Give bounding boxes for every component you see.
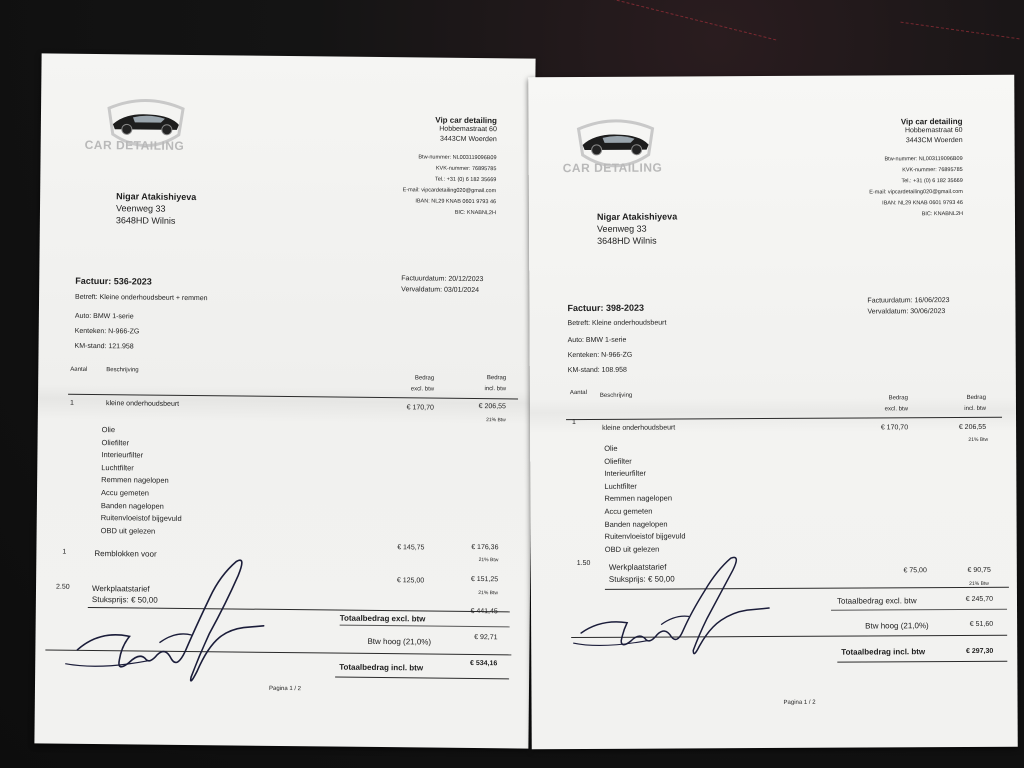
invoice-subject: Betreft: Kleine onderhoudsbeurt (567, 319, 667, 328)
line2-vat: 21% Btw (969, 580, 989, 587)
handwritten-signature (571, 552, 782, 663)
service-items (604, 442, 685, 556)
vehicle-auto: Auto: BMW 1-serie (567, 336, 627, 345)
col-excl-2: excl. btw (884, 406, 909, 413)
line2-incl: € 90,75 (967, 566, 991, 574)
company-block (402, 115, 497, 219)
list-item: OBD uit gelezen (100, 525, 156, 536)
customer-name: Nigar Atakishiyeva (116, 191, 197, 203)
line2-incl: € 176,36 (471, 543, 499, 552)
total-excl-label: Totaalbedrag excl. btw (339, 613, 426, 624)
line1-desc: kleine onderhoudsbeurt (105, 400, 180, 408)
totals-rule-2 (340, 625, 510, 628)
service-items (101, 424, 183, 538)
list-item: Olie (101, 425, 116, 435)
line1-incl: € 206,55 (958, 423, 987, 432)
company-kvk: KVK-nummer: 76895785 (902, 167, 963, 174)
line2-desc: Remblokken voor (94, 549, 157, 559)
col-incl-2: incl. btw (964, 405, 987, 412)
list-item: Interieurfilter (101, 450, 144, 460)
logo-text: CAR DETAILING (84, 137, 185, 153)
col-excl-1: Bedrag (414, 375, 435, 382)
total-btw-value: € 51,60 (969, 620, 994, 628)
total-excl-value: € 441,45 (470, 607, 498, 616)
line2-vat: 21% Btw (478, 557, 499, 564)
total-incl-label: Totaalbedrag incl. btw (841, 647, 926, 657)
list-item: Oliefilter (101, 437, 130, 447)
list-item: Oliefilter (604, 456, 632, 466)
vehicle-kenteken: Kenteken: N-966-ZG (567, 351, 633, 360)
list-item: Olie (604, 443, 618, 453)
page-number: Pagina 1 / 2 (268, 685, 302, 693)
line1-incl: € 206,55 (478, 403, 506, 411)
company-street: Hobbemastraat 60 (439, 125, 497, 134)
list-item: Banden nagelopen (604, 519, 668, 529)
vehicle-km: KM-stand: 108.958 (567, 366, 627, 375)
company-city: 3443CM Woerden (440, 135, 497, 144)
company-street: Hobbemastraat 60 (904, 127, 963, 135)
company-city: 3443CM Woerden (905, 137, 963, 145)
line1-qty: 1 (572, 419, 576, 427)
line2-desc: Werkplaatstarief (608, 562, 667, 572)
list-item: Ruitenvloeistof bijgevuld (100, 513, 182, 524)
list-item: Accu gemeten (100, 488, 150, 498)
customer-street: Veenweg 33 (115, 203, 166, 214)
list-item: Ruitenvloeistof bijgevuld (604, 531, 686, 542)
col-aantal: Aantal (70, 366, 88, 373)
list-item: OBD uit gelezen (604, 544, 660, 554)
customer-city: 3648HD Wilnis (115, 215, 176, 226)
line2-excl: € 145,75 (397, 544, 425, 552)
line2-unit: Stuksprijs: € 50,00 (608, 574, 675, 584)
list-item: Remmen nagelopen (101, 475, 169, 486)
list-item: Banden nagelopen (100, 500, 164, 511)
line3-excl: € 125,00 (396, 577, 425, 585)
line1-vat: 21% Btw (968, 436, 989, 443)
customer-address (597, 210, 677, 246)
total-btw-label: Btw hoog (21,0%) (367, 636, 432, 647)
list-item: Interieurfilter (604, 468, 647, 479)
invoice-subject: Betreft: Kleine onderhoudsbeurt + remmen (75, 293, 208, 303)
total-btw-value: € 92,71 (474, 633, 498, 642)
company-btw: Btw-nummer: NL003119096B09 (884, 156, 963, 163)
list-item: Luchtfilter (604, 481, 637, 491)
company-iban: IBAN: NL29 KNAB 0601 9793 46 (415, 198, 497, 206)
col-excl-1: Bedrag (888, 395, 908, 402)
company-tel: Tel.: +31 (0) 6 182 35669 (901, 178, 963, 185)
company-name: Vip car detailing (900, 117, 963, 127)
total-excl-value: € 245,70 (965, 595, 994, 603)
line1-qty: 1 (69, 399, 74, 407)
col-incl-1: Bedrag (486, 375, 507, 382)
vehicle-kenteken: Kenteken: N-966-ZG (74, 327, 140, 336)
totals-rule-2 (831, 609, 1007, 611)
invoice-date: Factuurdatum: 20/12/2023 (401, 275, 484, 284)
line2-qty: 1 (62, 548, 67, 556)
col-beschrijving: Beschrijving (106, 367, 139, 374)
car-detailing-logo (90, 94, 201, 165)
vehicle-km: KM-stand: 121.958 (74, 342, 134, 351)
line1-vat: 21% Btw (486, 417, 506, 424)
company-bic: BIC: KNABNL2H (921, 211, 963, 218)
totals-rule-4 (837, 661, 1007, 663)
page-number: Pagina 1 / 2 (783, 699, 816, 706)
invoice-date: Factuurdatum: 16/06/2023 (867, 297, 950, 305)
invoice-number: Factuur: 536-2023 (75, 275, 152, 287)
customer-city: 3648HD Wilnis (597, 235, 657, 246)
total-incl-value: € 297,30 (965, 647, 994, 655)
invoice-due: Vervaldatum: 30/06/2023 (867, 308, 946, 316)
col-excl-2: excl. btw (410, 386, 435, 393)
total-btw-label: Btw hoog (21,0%) (865, 621, 929, 631)
col-incl-1: Bedrag (966, 394, 986, 401)
total-incl-value: € 534,16 (469, 659, 498, 668)
vehicle-auto: Auto: BMW 1-serie (74, 312, 134, 321)
list-item: Remmen nagelopen (604, 493, 673, 504)
line1-desc: kleine onderhoudsbeurt (602, 424, 676, 432)
invoice-due: Vervaldatum: 03/01/2024 (401, 286, 480, 295)
line3-unit: Stuksprijs: € 50,00 (91, 594, 158, 605)
line1-excl: € 170,70 (406, 404, 434, 412)
company-email: E-mail: vipcardetailing020@gmail.com (869, 189, 963, 196)
total-incl-label: Totaalbedrag incl. btw (339, 662, 424, 673)
company-name: Vip car detailing (435, 115, 497, 126)
company-email: E-mail: vipcardetailing020@gmail.com (402, 187, 497, 195)
total-excl-label: Totaalbedrag excl. btw (836, 596, 917, 606)
table-header-rule (68, 394, 518, 400)
company-tel: Tel.: +31 (0) 6 182 35669 (434, 176, 497, 184)
customer-street: Veenweg 33 (597, 223, 647, 234)
totals-rule-4 (335, 677, 509, 680)
table-header-rule (566, 417, 1002, 420)
company-iban: IBAN: NL29 KNAB 0601 9793 46 (882, 200, 963, 207)
line3-vat: 21% Btw (478, 590, 499, 597)
col-beschrijving: Beschrijving (599, 392, 633, 399)
invoice-number: Factuur: 398-2023 (567, 302, 645, 314)
customer-name: Nigar Atakishiyeva (596, 211, 678, 222)
company-block (869, 117, 963, 220)
list-item: Accu gemeten (604, 506, 653, 516)
logo-text: CAR DETAILING (562, 160, 663, 176)
company-btw: Btw-nummer: NL003119096B09 (418, 154, 497, 162)
col-incl-2: incl. btw (484, 386, 507, 393)
invoice-sheet-left (34, 53, 535, 748)
line3-desc: Werkplaatstarief (91, 583, 150, 594)
col-aantal: Aantal (569, 389, 587, 397)
list-item: Luchtfilter (101, 462, 134, 473)
line3-qty: 2.50 (56, 583, 70, 591)
company-bic: BIC: KNABNL2H (454, 209, 497, 217)
handwritten-signature (59, 550, 270, 692)
line2-excl: € 75,00 (903, 567, 927, 575)
invoice-sheet-right (528, 75, 1018, 750)
line1-excl: € 170,70 (880, 424, 909, 432)
line3-incl: € 151,25 (470, 575, 499, 584)
company-kvk: KVK-nummer: 76895785 (435, 165, 497, 173)
line2-qty: 1.50 (576, 559, 591, 568)
customer-address (116, 190, 197, 227)
